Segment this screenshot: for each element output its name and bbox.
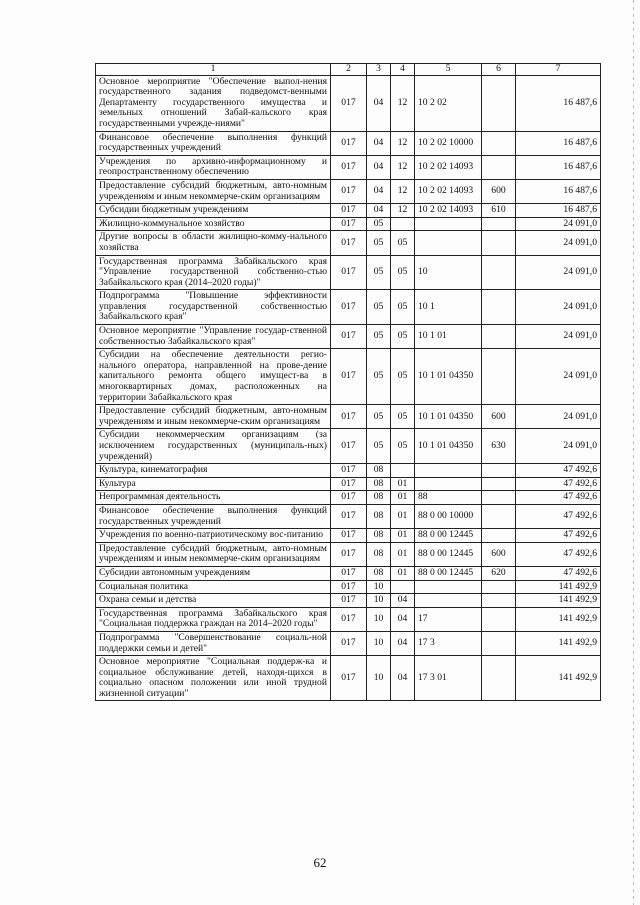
row-section-code: 05 [367, 231, 391, 255]
row-expense-type: 610 [482, 204, 516, 218]
row-subsection-code: 12 [391, 204, 415, 218]
row-subsection-code: 05 [391, 231, 415, 255]
table-row [96, 491, 601, 505]
row-target-article: 17 3 [415, 631, 482, 655]
header-col-3: 3 [367, 64, 391, 76]
table-row [96, 566, 601, 580]
row-target-article: 10 1 01 04350 [415, 429, 482, 464]
row-ministry-code: 017 [331, 542, 367, 566]
table-row [96, 504, 601, 528]
row-amount: 24 091,0 [516, 290, 601, 325]
row-target-article: 88 0 00 12445 [415, 529, 482, 543]
row-section-code: 05 [367, 290, 391, 325]
row-amount: 24 091,0 [516, 325, 601, 349]
row-ministry-code: 017 [331, 594, 367, 608]
row-name: Субсидии автономным учреждениям [96, 566, 331, 580]
row-name: Государственная программа Забайкальского края "Управление государственной собственно-стью Забайкальского края (2014–2020 годы)" [96, 255, 331, 290]
table-row [96, 131, 601, 155]
row-subsection-code: 05 [391, 349, 415, 405]
row-target-article [415, 464, 482, 478]
row-subsection-code: 05 [391, 405, 415, 429]
row-subsection-code: 05 [391, 325, 415, 349]
table-row [96, 325, 601, 349]
table-row [96, 529, 601, 543]
row-amount: 16 487,6 [516, 75, 601, 131]
row-name: Другие вопросы в области жилищно-комму-нального хозяйства [96, 231, 331, 255]
table-row [96, 75, 601, 131]
table-row [96, 217, 601, 231]
row-section-code: 05 [367, 325, 391, 349]
row-ministry-code: 017 [331, 255, 367, 290]
row-name: Субсидии некоммерческим организациям (за исключением государственных (муниципаль-ных) учреждений) [96, 429, 331, 464]
table-row [96, 594, 601, 608]
row-amount: 141 492,9 [516, 631, 601, 655]
row-target-article: 10 1 01 [415, 325, 482, 349]
row-name: Учреждения по архивно-информационному и геопространственному обеспечению [96, 155, 331, 179]
row-name: Основное мероприятие "Обеспечение выпол-нения государственного задания подведомст-венными Департаменту государственного имущества и земельных отношений Забай-кальского края государственными учрежде-ниями" [96, 75, 331, 131]
row-expense-type [482, 290, 516, 325]
row-section-code: 08 [367, 529, 391, 543]
row-section-code: 08 [367, 542, 391, 566]
row-amount: 47 492,6 [516, 491, 601, 505]
row-target-article: 10 2 02 14093 [415, 204, 482, 218]
row-target-article: 10 [415, 255, 482, 290]
row-expense-type [482, 580, 516, 594]
row-section-code: 08 [367, 477, 391, 491]
row-subsection-code: 01 [391, 566, 415, 580]
row-name: Социальная политика [96, 580, 331, 594]
row-amount: 47 492,6 [516, 477, 601, 491]
row-subsection-code: 12 [391, 75, 415, 131]
row-ministry-code: 017 [331, 464, 367, 478]
row-section-code: 05 [367, 217, 391, 231]
row-subsection-code: 04 [391, 594, 415, 608]
row-target-article [415, 594, 482, 608]
row-expense-type [482, 217, 516, 231]
row-amount: 141 492,9 [516, 656, 601, 701]
row-section-code: 04 [367, 155, 391, 179]
row-amount: 47 492,6 [516, 464, 601, 478]
row-expense-type: 600 [482, 179, 516, 203]
row-expense-type [482, 155, 516, 179]
row-name: Государственная программа Забайкальского края "Социальная поддержка граждан на 2014–2020 годы" [96, 607, 331, 631]
table-row [96, 580, 601, 594]
row-name: Предоставление субсидий бюджетным, авто-номным учреждениям и иным некоммерче-ским организациям [96, 542, 331, 566]
row-name: Охрана семьи и детства [96, 594, 331, 608]
row-name: Основное мероприятие "Социальная поддерж-ка и социальное обслуживание детей, находя-щихся в социально опасном положении или иной трудной жизненной ситуации" [96, 656, 331, 701]
row-target-article: 10 2 02 14093 [415, 179, 482, 203]
table-row [96, 179, 601, 203]
row-amount: 24 091,0 [516, 217, 601, 231]
row-amount: 141 492,9 [516, 594, 601, 608]
row-expense-type [482, 529, 516, 543]
table-row [96, 542, 601, 566]
row-target-article: 17 [415, 607, 482, 631]
row-expense-type [482, 477, 516, 491]
row-section-code: 05 [367, 429, 391, 464]
row-ministry-code: 017 [331, 504, 367, 528]
row-expense-type: 600 [482, 405, 516, 429]
row-name: Финансовое обеспечение выполнения функций государственных учреждений [96, 131, 331, 155]
row-section-code: 08 [367, 504, 391, 528]
row-subsection-code: 01 [391, 529, 415, 543]
row-expense-type [482, 464, 516, 478]
row-name: Культура, кинематография [96, 464, 331, 478]
row-subsection-code [391, 464, 415, 478]
row-target-article: 10 1 01 04350 [415, 405, 482, 429]
row-ministry-code: 017 [331, 566, 367, 580]
table-row [96, 656, 601, 701]
table-row [96, 429, 601, 464]
row-expense-type [482, 594, 516, 608]
row-target-article: 17 3 01 [415, 656, 482, 701]
row-subsection-code: 12 [391, 179, 415, 203]
row-name: Жилищно-коммунальное хозяйство [96, 217, 331, 231]
row-amount: 47 492,6 [516, 529, 601, 543]
row-subsection-code: 12 [391, 131, 415, 155]
row-amount: 24 091,0 [516, 231, 601, 255]
row-subsection-code: 05 [391, 290, 415, 325]
row-name: Предоставление субсидий бюджетным, авто-номным учреждениям и иным некоммерче-ским организациям [96, 405, 331, 429]
table-row [96, 405, 601, 429]
row-ministry-code: 017 [331, 349, 367, 405]
row-section-code: 08 [367, 491, 391, 505]
row-subsection-code: 04 [391, 607, 415, 631]
row-section-code: 04 [367, 204, 391, 218]
row-ministry-code: 017 [331, 491, 367, 505]
row-amount: 16 487,6 [516, 204, 601, 218]
header-col-6: 6 [482, 64, 516, 76]
row-amount: 16 487,6 [516, 131, 601, 155]
row-ministry-code: 017 [331, 631, 367, 655]
row-amount: 24 091,0 [516, 349, 601, 405]
row-amount: 141 492,9 [516, 580, 601, 594]
table-row [96, 477, 601, 491]
row-expense-type: 620 [482, 566, 516, 580]
row-name: Культура [96, 477, 331, 491]
row-ministry-code: 017 [331, 231, 367, 255]
header-col-2: 2 [331, 64, 367, 76]
row-section-code: 05 [367, 405, 391, 429]
header-col-5: 5 [415, 64, 482, 76]
row-target-article [415, 580, 482, 594]
row-amount: 16 487,6 [516, 179, 601, 203]
row-target-article: 10 2 02 10000 [415, 131, 482, 155]
row-section-code: 05 [367, 255, 391, 290]
row-ministry-code: 017 [331, 580, 367, 594]
row-subsection-code [391, 217, 415, 231]
header-col-1: 1 [96, 64, 331, 76]
row-expense-type [482, 656, 516, 701]
row-expense-type [482, 491, 516, 505]
row-amount: 16 487,6 [516, 155, 601, 179]
row-target-article [415, 231, 482, 255]
row-subsection-code [391, 580, 415, 594]
row-section-code: 10 [367, 607, 391, 631]
row-ministry-code: 017 [331, 290, 367, 325]
row-ministry-code: 017 [331, 155, 367, 179]
row-subsection-code: 01 [391, 477, 415, 491]
row-ministry-code: 017 [331, 217, 367, 231]
row-ministry-code: 017 [331, 656, 367, 701]
scan-edge-line [633, 0, 634, 905]
row-name: Субсидии бюджетным учреждениям [96, 204, 331, 218]
row-ministry-code: 017 [331, 607, 367, 631]
row-subsection-code: 04 [391, 656, 415, 701]
row-subsection-code: 05 [391, 429, 415, 464]
header-col-7: 7 [516, 64, 601, 76]
row-section-code: 04 [367, 75, 391, 131]
row-target-article: 88 0 00 12445 [415, 566, 482, 580]
row-section-code: 08 [367, 464, 391, 478]
table-header [96, 64, 601, 76]
table-row [96, 349, 601, 405]
row-name: Подпрограмма "Совершенствование социаль-ной поддержки семьи и детей" [96, 631, 331, 655]
row-subsection-code: 01 [391, 491, 415, 505]
row-expense-type [482, 607, 516, 631]
row-section-code: 05 [367, 349, 391, 405]
header-col-4: 4 [391, 64, 415, 76]
table-row [96, 464, 601, 478]
row-amount: 47 492,6 [516, 504, 601, 528]
row-expense-type: 600 [482, 542, 516, 566]
row-ministry-code: 017 [331, 75, 367, 131]
row-section-code: 04 [367, 179, 391, 203]
table-row [96, 231, 601, 255]
row-amount: 47 492,6 [516, 542, 601, 566]
budget-table [95, 63, 601, 701]
row-target-article [415, 477, 482, 491]
row-target-article: 88 0 00 12445 [415, 542, 482, 566]
page-number: 62 [313, 855, 327, 870]
row-expense-type [482, 131, 516, 155]
row-name: Субсидии на обеспечение деятельности регио-нального оператора, направленной на прове-дение капитального ремонта общего имущест-ва в многоквартирных домах, расположенных на территории Забайкальского края [96, 349, 331, 405]
table-row [96, 290, 601, 325]
row-expense-type [482, 349, 516, 405]
row-subsection-code: 12 [391, 155, 415, 179]
row-ministry-code: 017 [331, 429, 367, 464]
row-name: Подпрограмма "Повышение эффективности управления государственной собственностью Забайкальского края" [96, 290, 331, 325]
row-target-article: 10 1 [415, 290, 482, 325]
table-row [96, 204, 601, 218]
row-ministry-code: 017 [331, 405, 367, 429]
row-ministry-code: 017 [331, 204, 367, 218]
table-row [96, 255, 601, 290]
row-name: Учреждения по военно-патриотическому вос-питанию [96, 529, 331, 543]
row-section-code: 10 [367, 656, 391, 701]
table-row [96, 631, 601, 655]
row-amount: 24 091,0 [516, 255, 601, 290]
row-name: Предоставление субсидий бюджетным, авто-номным учреждениям и иным некоммерче-ским организациям [96, 179, 331, 203]
row-target-article: 10 2 02 [415, 75, 482, 131]
row-ministry-code: 017 [331, 325, 367, 349]
row-subsection-code: 05 [391, 255, 415, 290]
row-subsection-code: 01 [391, 542, 415, 566]
row-target-article: 88 0 00 10000 [415, 504, 482, 528]
row-section-code: 08 [367, 566, 391, 580]
row-section-code: 10 [367, 594, 391, 608]
row-amount: 24 091,0 [516, 405, 601, 429]
row-name: Основное мероприятие "Управление государ-ственной собственностью Забайкальского края" [96, 325, 331, 349]
row-expense-type [482, 325, 516, 349]
row-amount: 141 492,9 [516, 607, 601, 631]
row-target-article: 10 1 01 04350 [415, 349, 482, 405]
row-expense-type [482, 255, 516, 290]
row-expense-type [482, 631, 516, 655]
row-name: Финансовое обеспечение выполнения функций государственных учреждений [96, 504, 331, 528]
row-expense-type [482, 504, 516, 528]
row-expense-type [482, 75, 516, 131]
row-subsection-code: 04 [391, 631, 415, 655]
row-target-article [415, 217, 482, 231]
header-row [96, 64, 601, 76]
row-expense-type [482, 231, 516, 255]
row-section-code: 10 [367, 580, 391, 594]
row-amount: 24 091,0 [516, 429, 601, 464]
row-target-article: 10 2 02 14093 [415, 155, 482, 179]
row-section-code: 10 [367, 631, 391, 655]
row-ministry-code: 017 [331, 131, 367, 155]
row-amount: 47 492,6 [516, 566, 601, 580]
row-name: Непрограммная деятельность [96, 491, 331, 505]
table-row [96, 607, 601, 631]
table-body [96, 75, 601, 701]
row-target-article: 88 [415, 491, 482, 505]
row-subsection-code: 01 [391, 504, 415, 528]
row-ministry-code: 017 [331, 477, 367, 491]
row-ministry-code: 017 [331, 179, 367, 203]
row-ministry-code: 017 [331, 529, 367, 543]
row-section-code: 04 [367, 131, 391, 155]
table-row [96, 155, 601, 179]
row-expense-type: 630 [482, 429, 516, 464]
